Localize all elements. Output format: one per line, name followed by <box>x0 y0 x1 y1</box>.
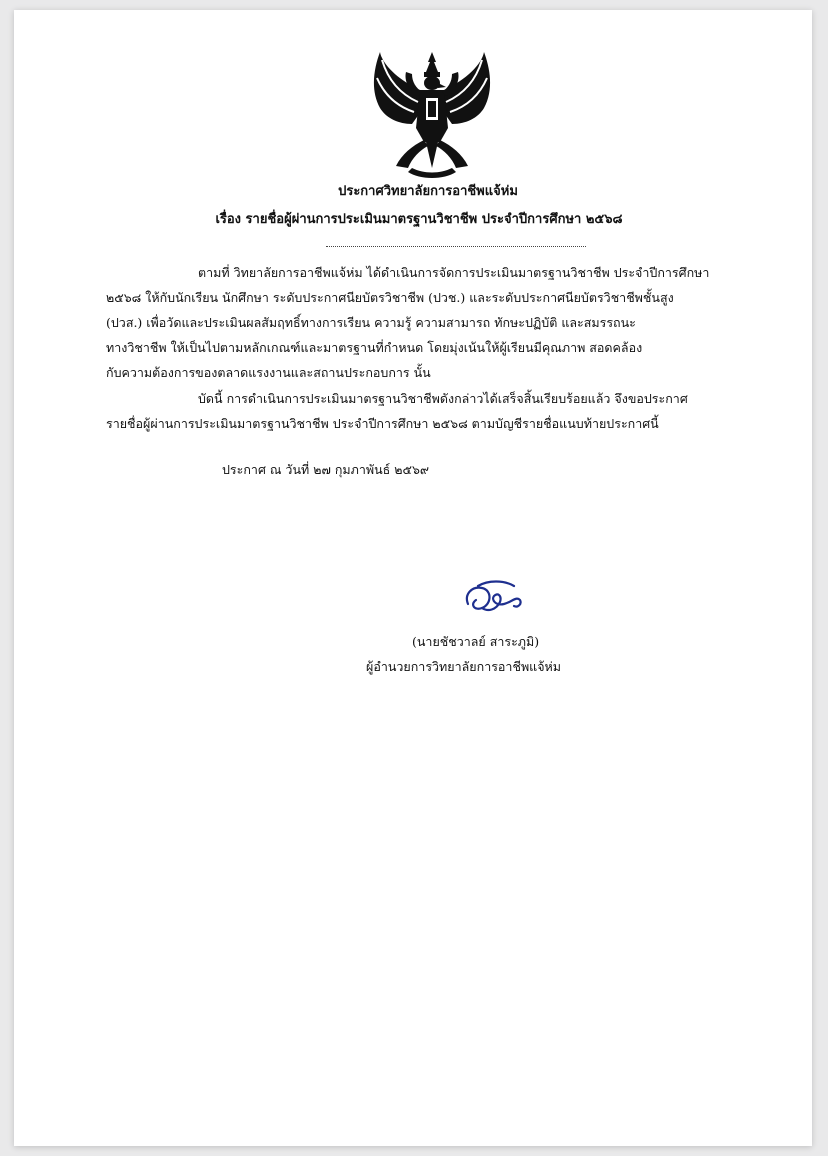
announcement-title: ประกาศวิทยาลัยการอาชีพแจ้ห่ม <box>338 184 518 199</box>
body-paragraph-2 <box>106 386 758 436</box>
document-page <box>14 10 812 1146</box>
garuda-emblem-icon <box>368 50 496 182</box>
handwritten-signature <box>458 576 528 620</box>
signer-position: ผู้อำนวยการวิทยาลัยการอาชีพแจ้ห่ม <box>366 659 562 674</box>
paragraph-line: รายชื่อผู้ผ่านการประเมินมาตรฐานวิชาชีพ ประจำปีการศึกษา ๒๕๖๘ ตามบัญชีรายชื่อแนบท้ายประกาศนี้ <box>106 416 659 431</box>
paragraph-line: บัดนี้ การดำเนินการประเมินมาตรฐานวิชาชีพดังกล่าวได้เสร็จสิ้นเรียบร้อยแล้ว จึงขอประกาศ <box>198 391 688 406</box>
paragraph-line: ตามที่ วิทยาลัยการอาชีพแจ้ห่ม ได้ดำเนินการจัดการประเมินมาตรฐานวิชาชีพ ประจำปีการศึกษา <box>198 265 710 280</box>
body-paragraph-1 <box>106 260 758 385</box>
paragraph-line: ๒๕๖๘ ให้กับนักเรียน นักศึกษา ระดับประกาศนียบัตรวิชาชีพ (ปวช.) และระดับประกาศนียบัตรวิชาชีพชั้นสูง <box>106 290 674 305</box>
paragraph-line: กับความต้องการของตลาดแรงงานและสถานประกอบการ นั้น <box>106 365 431 380</box>
announcement-subject: เรื่อง รายชื่อผู้ผ่านการประเมินมาตรฐานวิชาชีพ ประจำปีการศึกษา ๒๕๖๘ <box>215 212 623 227</box>
announcement-date: ประกาศ ณ วันที่ ๒๗ กุมภาพันธ์ ๒๕๖๙ <box>222 462 430 477</box>
paragraph-line: (ปวส.) เพื่อวัดและประเมินผลสัมฤทธิ์ทางการเรียน ความรู้ ความสามารถ ทักษะปฏิบัติ และสมรรถนะ <box>106 315 636 330</box>
signer-name: (นายชัชวาลย์ สาระภูมิ) <box>412 634 540 649</box>
title-divider <box>326 246 586 247</box>
paragraph-line: ทางวิชาชีพ ให้เป็นไปตามหลักเกณฑ์และมาตรฐานที่กำหนด โดยมุ่งเน้นให้ผู้เรียนมีคุณภาพ สอดคล้อง <box>106 340 643 355</box>
